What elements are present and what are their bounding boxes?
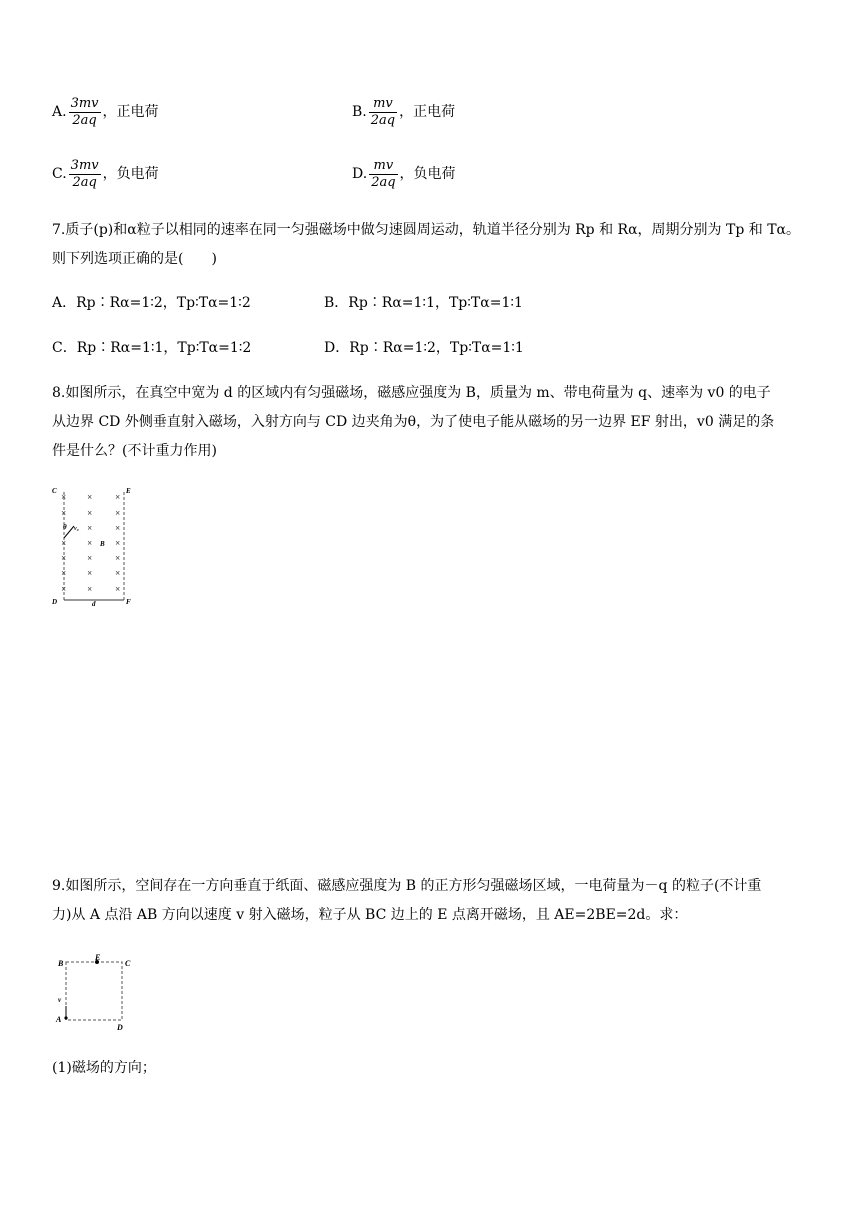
- numerator: mv: [369, 158, 397, 175]
- field-square: [66, 962, 122, 1020]
- q8-stem-line2: 从边界 CD 外侧垂直射入磁场，入射方向与 CD 边夹角为θ，为了使电子能从磁场的另一边界 EF 射出，v0 满足的条: [52, 414, 775, 430]
- fraction: [369, 96, 397, 129]
- q8-stem-line3: 件是什么？(不计重力作用): [52, 443, 217, 459]
- svg-text:×: ×: [87, 553, 93, 563]
- svg-text:×: ×: [115, 553, 121, 563]
- svg-text:×: ×: [61, 492, 67, 502]
- numerator: mv: [369, 96, 397, 113]
- denominator: 2aq: [72, 174, 97, 190]
- label-d: D: [52, 598, 58, 606]
- option-label: B.: [352, 104, 367, 120]
- svg-text:×: ×: [87, 584, 93, 594]
- option-suffix: ，负电荷: [399, 166, 456, 182]
- label-f: F: [126, 598, 131, 606]
- svg-text:×: ×: [61, 584, 67, 594]
- q8-stem-line1: 8.如图所示，在真空中宽为 d 的区域内有匀强磁场，磁感应强度为 B，质量为 m、带电荷量为 q、速率为 v0 的电子: [52, 385, 771, 401]
- label-e: E: [126, 487, 131, 495]
- label-v0: v₀: [74, 526, 79, 532]
- option-label: A.: [52, 104, 67, 120]
- q9-stem-line2: 力)从 A 点沿 AB 方向以速度 v 射入磁场，粒子从 BC 边上的 E 点离开磁场，且 AE=2BE=2d。求：: [52, 907, 688, 923]
- field-crosses: [61, 492, 120, 594]
- q9-stem-line1: 9.如图所示，空间存在一方向垂直于纸面、磁感应强度为 B 的正方形匀强磁场区域，一电荷量为－q 的粒子(不计重: [52, 878, 762, 894]
- q7-option-c: C．Rp∶Rα=1∶1，Tp∶Tα=1∶2: [52, 340, 252, 356]
- q9-figure: [52, 952, 142, 1034]
- q7-stem-line1: 7.质子(p)和α粒子以相同的速率在同一匀强磁场中做匀速圆周运动，轨道半径分别为 Rp 和 Rα，周期分别为 Tp 和 Tα。: [52, 222, 800, 238]
- numerator: 3mv: [70, 157, 99, 173]
- svg-text:×: ×: [87, 568, 93, 578]
- q9-sub1: (1)磁场的方向；: [52, 1060, 156, 1076]
- label-c: C: [125, 959, 131, 968]
- label-b: B: [58, 959, 64, 968]
- option-b: [352, 94, 455, 130]
- label-v: v: [58, 996, 62, 1004]
- option-label: C.: [52, 166, 67, 182]
- option-d: [352, 156, 456, 192]
- q7-option-b: B．Rp∶Rα=1∶1，Tp∶Tα=1∶1: [324, 295, 523, 311]
- svg-text:×: ×: [115, 538, 121, 548]
- svg-text:×: ×: [87, 538, 93, 548]
- svg-text:×: ×: [61, 568, 67, 578]
- svg-text:×: ×: [115, 584, 121, 594]
- svg-text:×: ×: [61, 553, 67, 563]
- svg-text:×: ×: [61, 508, 67, 518]
- label-c: C: [52, 487, 57, 495]
- svg-text:×: ×: [115, 523, 121, 533]
- label-field: B: [100, 540, 105, 548]
- option-suffix: ，正电荷: [399, 104, 456, 120]
- option-c: [52, 156, 159, 192]
- numerator: 3mv: [70, 95, 99, 111]
- label-theta: θ: [63, 523, 67, 531]
- label-a: A: [56, 1015, 62, 1024]
- svg-text:×: ×: [115, 568, 121, 578]
- q7-stem-line2: 则下列选项正确的是( ): [52, 251, 217, 267]
- svg-text:×: ×: [115, 508, 121, 518]
- svg-text:×: ×: [87, 492, 93, 502]
- q8-figure: [50, 484, 140, 608]
- option-suffix: ，正电荷: [102, 104, 159, 120]
- fraction: [369, 158, 397, 191]
- label-width: d: [92, 600, 96, 608]
- svg-text:×: ×: [87, 508, 93, 518]
- denominator: 2aq: [370, 112, 396, 128]
- option-suffix: ，负电荷: [102, 166, 159, 182]
- denominator: 2aq: [371, 174, 396, 190]
- svg-text:×: ×: [61, 538, 67, 548]
- q7-option-d: D．Rp∶Rα=1∶2，Tp∶Tα=1∶1: [324, 340, 524, 356]
- option-label: D.: [352, 166, 368, 182]
- q7-option-a: A．Rp∶Rα=1∶2，Tp∶Tα=1∶2: [52, 295, 251, 311]
- label-e: E: [95, 953, 101, 962]
- option-a: [52, 94, 159, 130]
- fraction: [69, 158, 101, 191]
- denominator: 2aq: [72, 112, 97, 128]
- svg-text:×: ×: [87, 523, 93, 533]
- svg-text:×: ×: [115, 492, 121, 502]
- fraction: [69, 96, 101, 129]
- label-d: D: [117, 1023, 123, 1032]
